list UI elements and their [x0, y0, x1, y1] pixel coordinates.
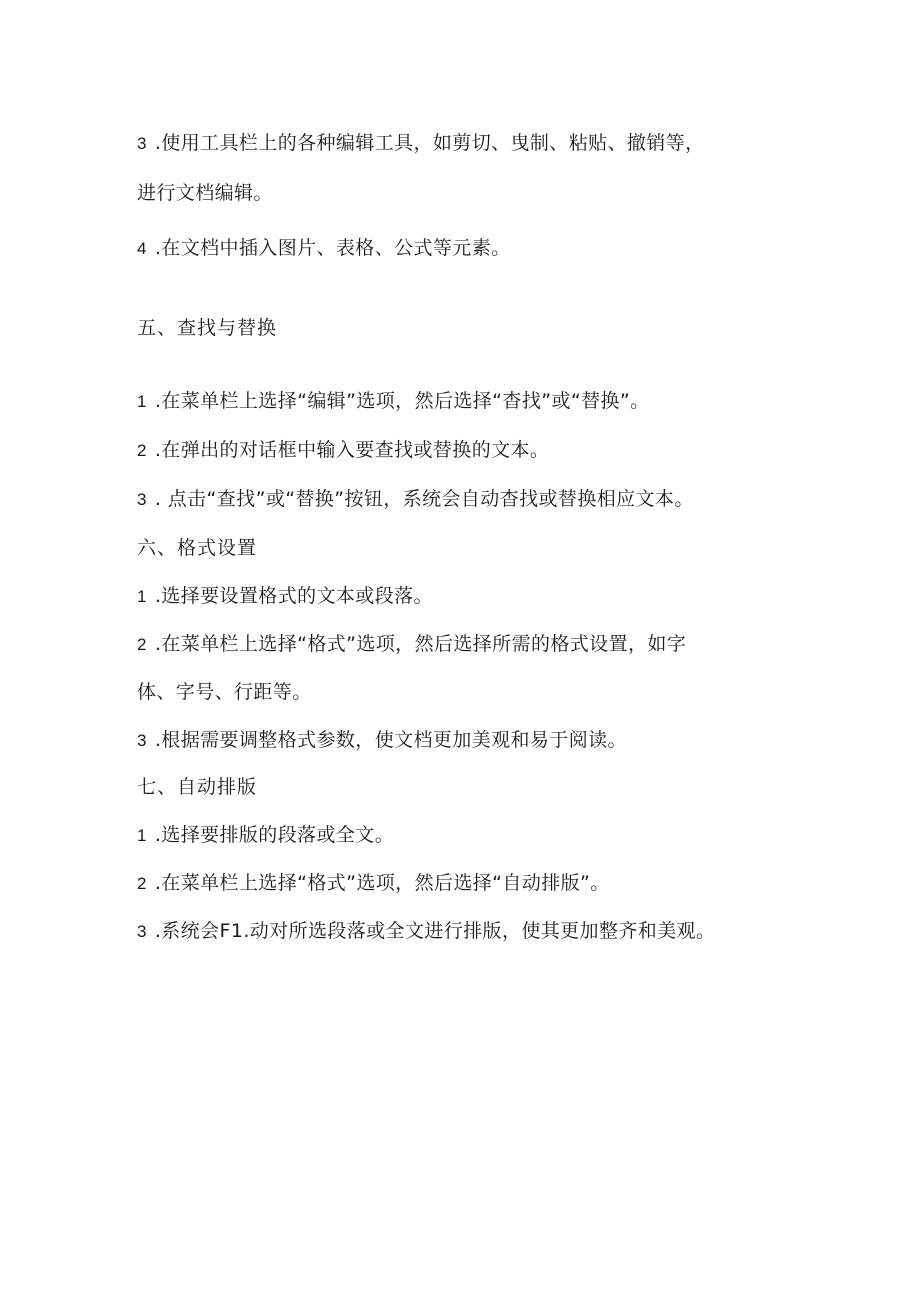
list-item: [137, 823, 394, 848]
list-item: [137, 438, 549, 463]
list-item-number: 1: [137, 826, 147, 845]
list-item-number: 3: [137, 490, 147, 509]
list-item-continuation: [137, 680, 312, 704]
list-item-text: .在文档中插入图片、表格、公式等元素。: [154, 237, 511, 259]
list-item-continuation: [137, 181, 273, 205]
list-item-number: 1: [137, 587, 147, 606]
list-item: [137, 871, 610, 896]
list-item: [137, 584, 433, 609]
list-item: [137, 728, 627, 753]
list-item-number: 3: [137, 922, 147, 941]
list-item-number: 4: [137, 239, 147, 258]
list-item-number: 3: [137, 134, 147, 153]
list-item-text: .根据需要调整格式参数，使文档更加美观和易于阅读。: [154, 729, 627, 751]
list-item-text: .在弹出的对话框中输入要查找或替换的文本。: [154, 439, 550, 461]
list-item-text: .使用工具栏上的各种编辑工具，如剪切、曳制、粘贴、撤销等，: [154, 132, 705, 154]
section-heading: 五、查找与替换: [137, 317, 278, 339]
list-item: [137, 919, 715, 944]
list-item-text-continued: 进行文档编辑。: [137, 182, 273, 204]
list-item-text: . 点击“查找”或“替换”按钮，系统会自动杳找或替换相应文本。: [154, 488, 694, 510]
list-item-number: 3: [137, 731, 147, 750]
list-item: [137, 389, 650, 414]
list-item: [137, 487, 694, 512]
list-item-number: 2: [137, 874, 147, 893]
list-item: [137, 131, 705, 156]
list-item-text: .选择要设置格式的文本或段落。: [154, 585, 433, 607]
list-item: [137, 632, 686, 657]
section-heading: 六、格式设置: [137, 537, 258, 559]
section-heading: 七、自动排版: [137, 776, 258, 798]
list-item-number: 1: [137, 392, 147, 411]
list-item-number: 2: [137, 635, 147, 654]
list-item-text: .在菜单栏上选择“格式”选项，然后选择所需的格式设置，如字: [154, 633, 687, 655]
list-item-text: .选择要排版的段落或全文。: [154, 824, 395, 846]
list-item-text-continued: 体、字号、行距等。: [137, 681, 312, 703]
list-item-number: 2: [137, 441, 147, 460]
list-item: [137, 236, 511, 261]
list-item-text: .在菜单栏上选择“编辑”选项，然后选择“杳找”或“替换”。: [154, 390, 650, 412]
list-item-text: .在菜单栏上选择“格式”选项，然后选择“自动排版”。: [154, 872, 610, 894]
list-item-text: .系统会F1.动对所选段落或全文进行排版，使其更加整齐和美观。: [154, 920, 716, 942]
